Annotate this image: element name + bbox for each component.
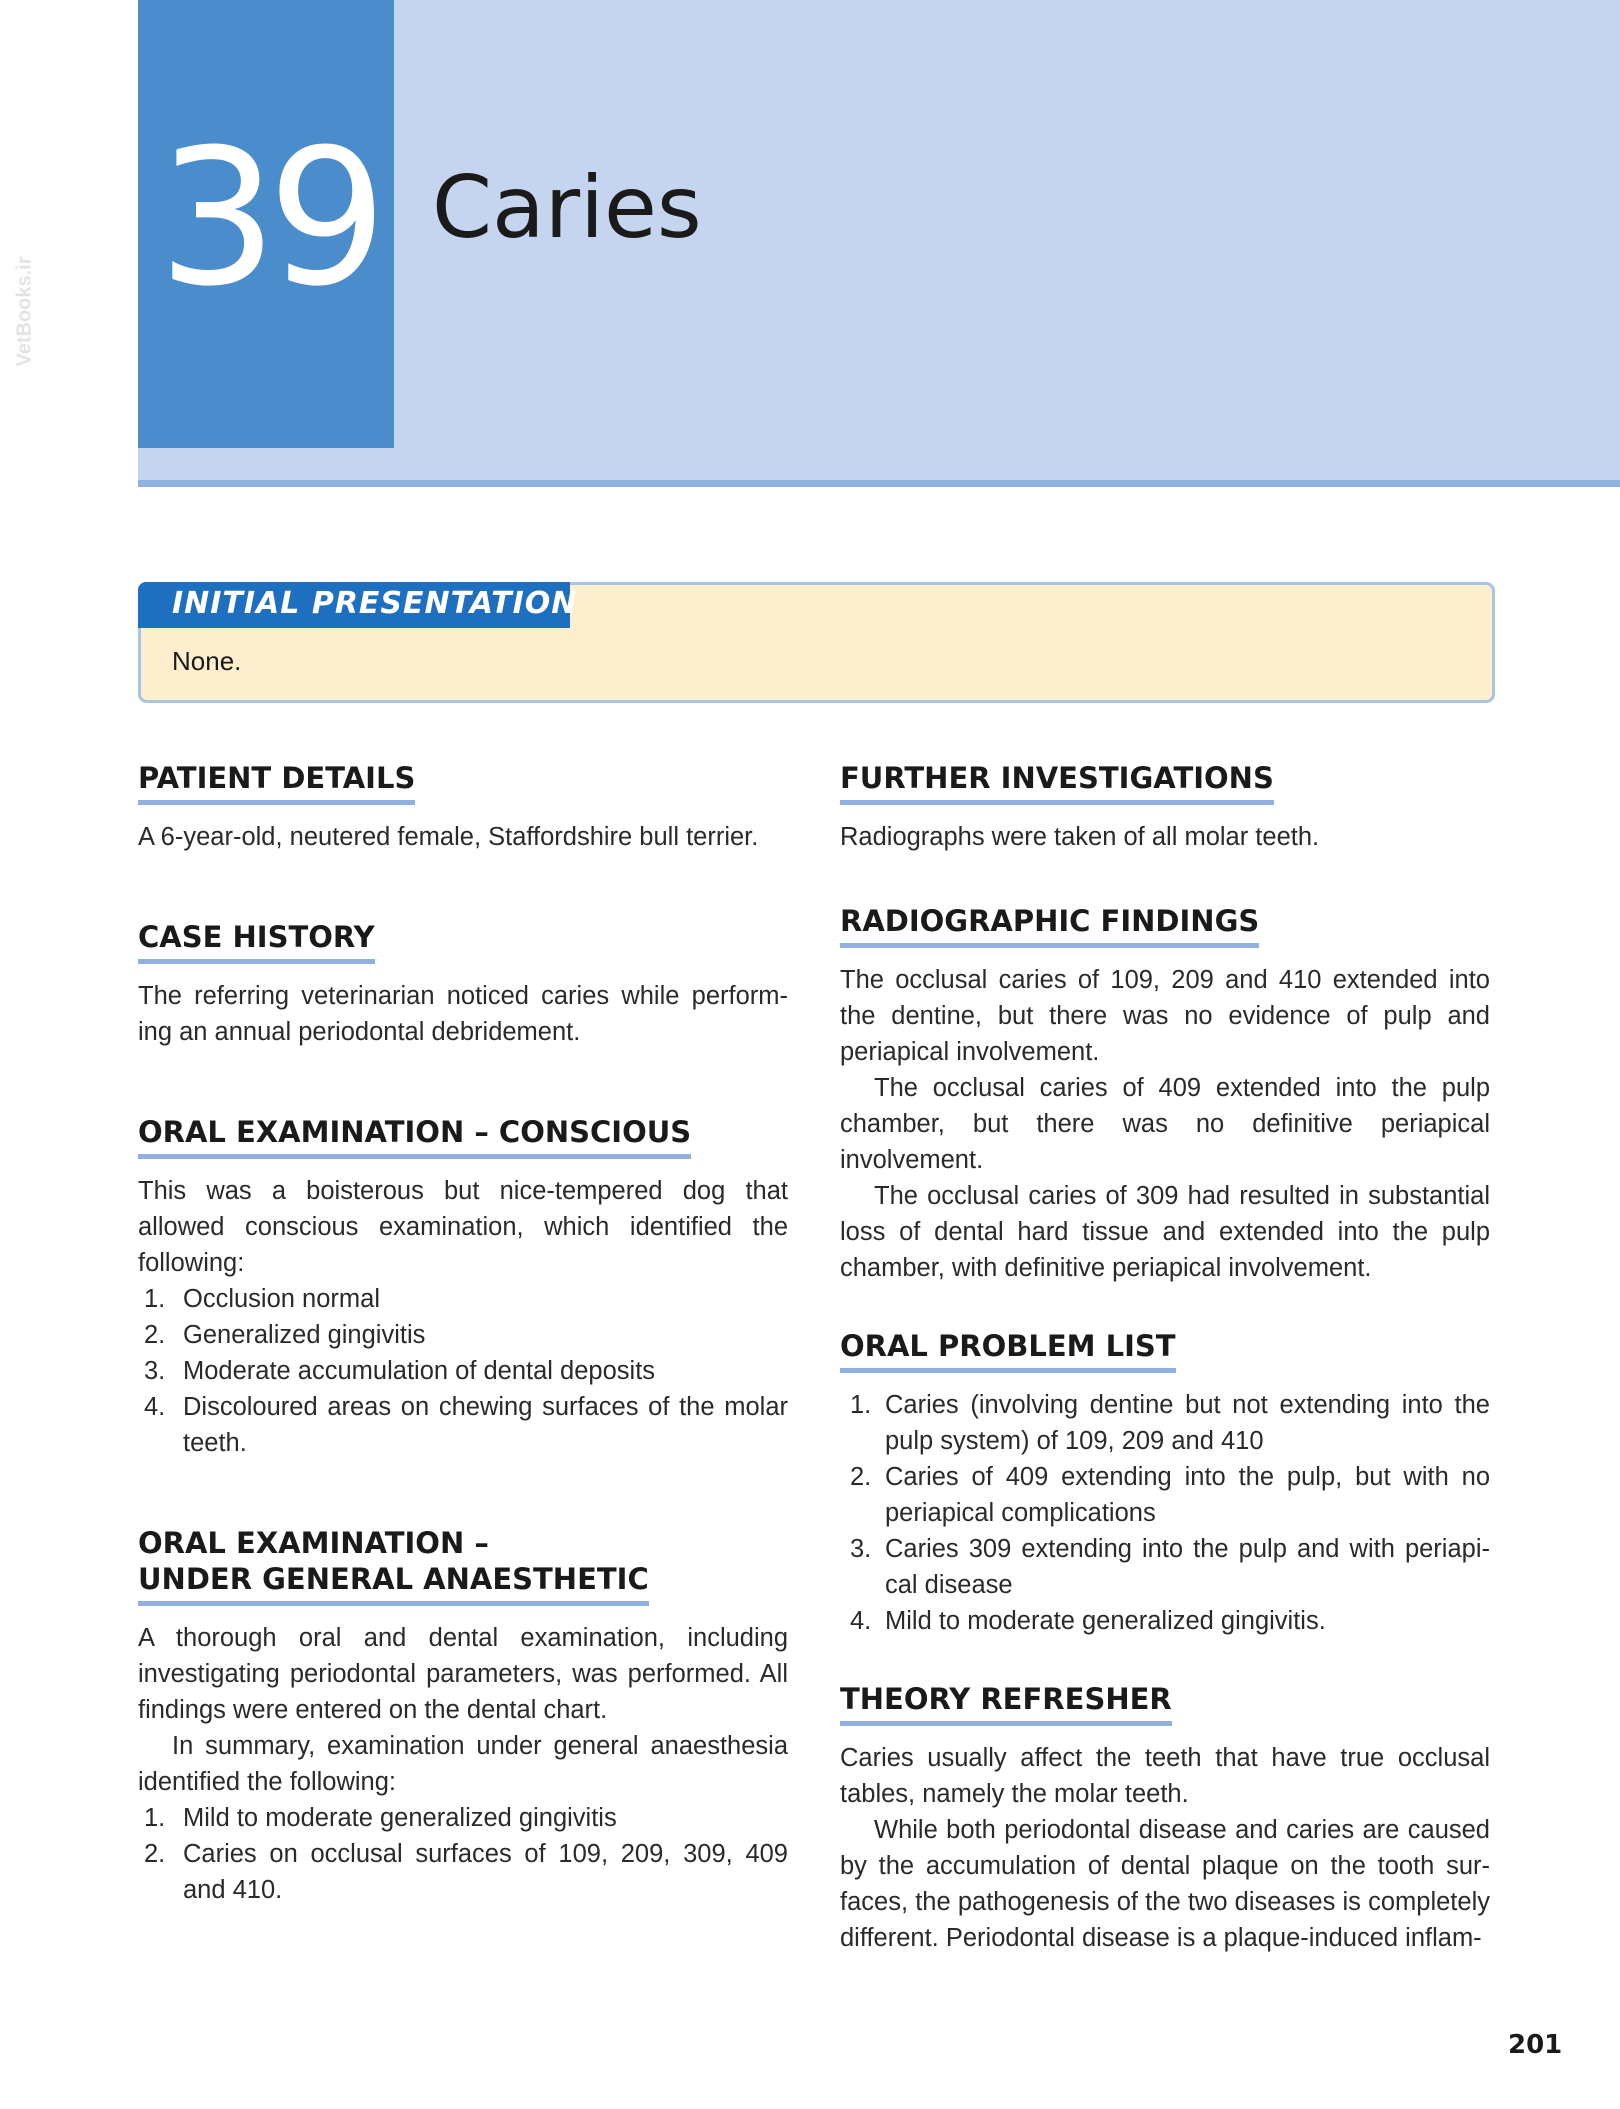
section-heading bbox=[138, 1525, 649, 1606]
list-item bbox=[138, 1317, 788, 1353]
paragraph: The occlusal caries of 109, 209 and 410 extended into the dentine, but there was no evidence of pulp and periapical involvement. bbox=[840, 966, 1490, 1066]
paragraph: A 6-year-old, neutered female, Staffordshire bull terrier. bbox=[138, 823, 759, 851]
paragraph: The occlusal caries of 409 extended into the pulp chamber, but there was no definitive periapical involvement. bbox=[840, 1074, 1490, 1174]
problem-list bbox=[840, 1387, 1490, 1639]
section-heading: ORAL PROBLEM LIST bbox=[840, 1328, 1176, 1373]
section-heading: PATIENT DETAILS bbox=[138, 760, 415, 805]
list-item bbox=[138, 1836, 788, 1908]
section-heading: THEORY REFRESHER bbox=[840, 1681, 1172, 1726]
list-item bbox=[138, 1353, 788, 1389]
page-number: 201 bbox=[1508, 2030, 1563, 2060]
section-heading: RADIOGRAPHIC FINDINGS bbox=[840, 903, 1259, 948]
list-text: Mild to moderate generalized gingivitis bbox=[183, 1804, 617, 1832]
list-number: 1. bbox=[144, 1285, 166, 1313]
finding-list bbox=[138, 1800, 788, 1908]
right-column bbox=[840, 760, 1490, 1956]
list-number: 2. bbox=[850, 1463, 872, 1491]
section-heading: FURTHER INVESTIGATIONS bbox=[840, 760, 1274, 805]
left-column bbox=[138, 760, 788, 1908]
theory-refresher-section bbox=[840, 1681, 1490, 1956]
watermark-logo: VetBooks.ir bbox=[13, 256, 36, 367]
further-investigations-section bbox=[840, 760, 1490, 855]
heading-line: UNDER GENERAL ANAESTHETIC bbox=[138, 1562, 649, 1596]
list-number: 1. bbox=[850, 1391, 872, 1419]
list-number: 2. bbox=[144, 1321, 166, 1349]
oral-exam-conscious-section bbox=[138, 1114, 788, 1461]
list-number: 2. bbox=[144, 1840, 166, 1868]
chapter-title: Caries bbox=[432, 158, 702, 258]
list-item bbox=[840, 1387, 1490, 1459]
chapter-number: 39 bbox=[158, 109, 378, 328]
list-number: 3. bbox=[144, 1357, 166, 1385]
paragraph: A thorough oral and dental examination, including investigating periodontal parameters, was performed. All findings were entered on the dental chart. bbox=[138, 1624, 788, 1724]
list-item bbox=[138, 1800, 788, 1836]
list-text: Mild to moderate generalized gingivitis. bbox=[885, 1607, 1326, 1635]
list-text: Moderate accumulation of dental deposits bbox=[183, 1357, 656, 1385]
radiographic-findings-section bbox=[840, 903, 1490, 1286]
list-item bbox=[840, 1603, 1490, 1639]
patient-details-section bbox=[138, 760, 788, 855]
list-text: Occlusion normal bbox=[183, 1285, 380, 1313]
paragraph: The occlusal caries of 309 had resulted in substantial loss of dental hard tissue and extended into the pulp chamber, with definitive periapical involvement. bbox=[840, 1182, 1490, 1282]
paragraph: This was a boisterous but nice-tempered dog that allowed conscious examination, which identified the following: bbox=[138, 1177, 788, 1277]
heading-line: ORAL EXAMINATION – bbox=[138, 1526, 489, 1560]
initial-presentation-label: INITIAL PRESENTATION bbox=[172, 586, 578, 621]
list-text: Caries (involving dentine but not extending into the pulp system) of 109, 209 and 410 bbox=[885, 1391, 1490, 1455]
paragraph: Caries usually affect the teeth that have true occlusal tables, namely the molar teeth. bbox=[840, 1744, 1490, 1808]
list-number: 1. bbox=[144, 1804, 166, 1832]
list-text: Caries of 409 extending into the pulp, but with no periapical complications bbox=[885, 1463, 1490, 1527]
oral-problem-list-section bbox=[840, 1328, 1490, 1639]
oral-exam-ga-section bbox=[138, 1525, 788, 1908]
chapter-header-rule bbox=[138, 480, 1620, 487]
initial-presentation-text: None. bbox=[172, 646, 242, 676]
list-text: Discoloured areas on chewing surfaces of the molar teeth. bbox=[183, 1393, 788, 1457]
list-text: Generalized gingivitis bbox=[183, 1321, 426, 1349]
list-number: 4. bbox=[850, 1607, 872, 1635]
list-item bbox=[138, 1281, 788, 1317]
list-item bbox=[138, 1389, 788, 1461]
list-item bbox=[840, 1459, 1490, 1531]
list-number: 3. bbox=[850, 1535, 872, 1563]
list-text: Caries 309 extending into the pulp and with periapi-cal disease bbox=[885, 1535, 1490, 1599]
paragraph: While both periodontal disease and caries are caused by the accumulation of dental plaque on the tooth sur-faces, the pathogenesis of the two diseases is completely different. Periodontal disease is a plaque-induced inflam- bbox=[840, 1816, 1490, 1952]
section-heading: CASE HISTORY bbox=[138, 919, 375, 964]
paragraph: The referring veterinarian noticed caries while perform-ing an annual periodontal debridement. bbox=[138, 982, 788, 1046]
paragraph: Radiographs were taken of all molar teeth. bbox=[840, 823, 1320, 851]
finding-list bbox=[138, 1281, 788, 1461]
paragraph: In summary, examination under general anaesthesia identified the following: bbox=[138, 1732, 788, 1796]
list-item bbox=[840, 1531, 1490, 1603]
section-heading: ORAL EXAMINATION – CONSCIOUS bbox=[138, 1114, 691, 1159]
case-history-section bbox=[138, 919, 788, 1050]
list-text: Caries on occlusal surfaces of 109, 209, 309, 409 and 410. bbox=[183, 1840, 788, 1904]
list-number: 4. bbox=[144, 1393, 166, 1421]
